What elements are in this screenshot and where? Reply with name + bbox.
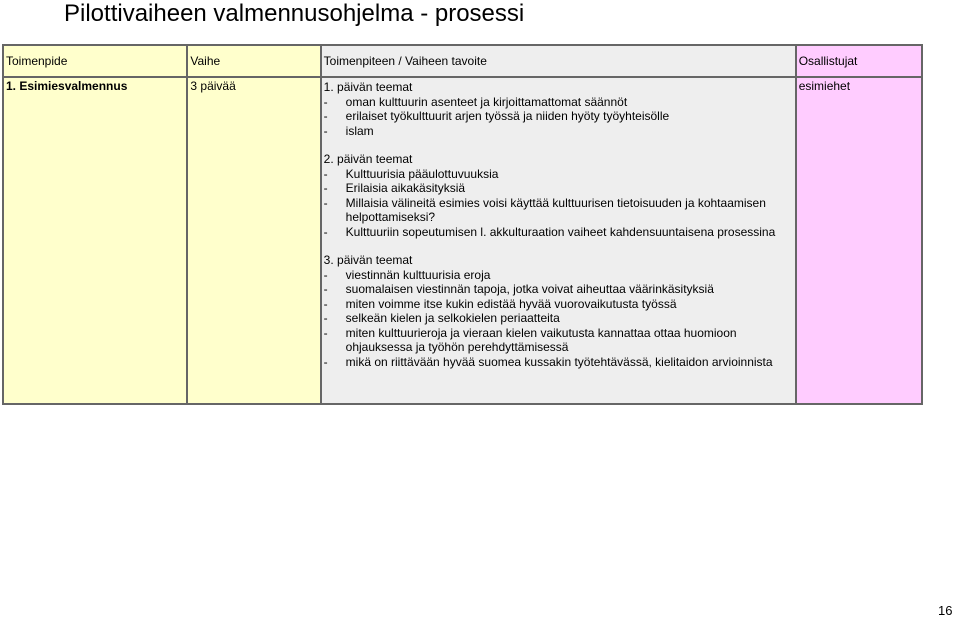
header-cell-phase [187, 45, 320, 77]
day-block-3 [324, 253, 793, 369]
header-cell-goal [321, 45, 796, 77]
dash-bullet: - [323, 296, 328, 311]
list-item [324, 196, 793, 225]
list-item [324, 297, 793, 312]
header-participants-label: Osallistujat [798, 54, 858, 68]
list-item-text: mikä on riittävään hyvää suomea kussakin työtehtävässä, kielitaidon arvioinnista [345, 354, 773, 369]
list-item-text: viestinnän kulttuurisia eroja [345, 267, 491, 282]
list-item [324, 311, 793, 326]
dash-bullet: - [323, 94, 328, 109]
dash-bullet: - [323, 354, 328, 369]
header-measure-label: Toimenpide [6, 54, 68, 68]
phase-value: 3 päivää [190, 79, 236, 93]
page-number: 16 [938, 603, 953, 618]
list-item [324, 268, 793, 283]
day-title: 1. päivän teemat [323, 80, 413, 94]
list-item-text: erilaiset työkulttuurit arjen työssä ja niiden hyöty työyhteisölle [345, 109, 670, 123]
dash-bullet: - [323, 282, 328, 296]
dash-bullet: - [323, 311, 328, 325]
dash-bullet: - [323, 267, 328, 282]
list-item [324, 326, 793, 355]
dash-bullet: - [323, 325, 328, 340]
dash-bullet: - [323, 181, 328, 195]
goal-cell [321, 77, 796, 404]
list-item-text: miten kulttuurieroja ja vieraan kielen vaikutusta kannattaa ottaa huomioon ohjauksessa ja työhön perehdyttämisessä [345, 325, 737, 354]
measure-value: 1. Esimiesvalmennus [6, 79, 128, 93]
day-topics [322, 78, 795, 369]
table-header-row [3, 45, 922, 77]
phase-cell [187, 77, 320, 404]
list-item [324, 109, 793, 124]
list-item [324, 95, 793, 110]
list-item-text: oman kulttuurin asenteet ja kirjoittamattomat säännöt [345, 94, 628, 109]
header-cell-participants [796, 45, 922, 77]
dash-bullet: - [323, 123, 328, 138]
day-block-2 [324, 152, 793, 239]
list-item-text: islam [345, 123, 374, 138]
header-cell-measure [3, 45, 187, 77]
dash-bullet: - [323, 224, 328, 239]
program-table [2, 44, 923, 405]
table-row [3, 77, 922, 404]
day-block-1 [324, 80, 793, 138]
list-item-text: miten voimme itse kukin edistää hyvää vuorovaikutusta työssä [345, 296, 677, 311]
dash-bullet: - [323, 166, 328, 181]
header-phase-label: Vaihe [190, 54, 221, 68]
day-title: 3. päivän teemat [323, 253, 413, 267]
list-item [324, 167, 793, 182]
list-item-text: Millaisia välineitä esimies voisi käyttää kulttuurisen tietoisuuden ja kohtaamisen helpottamiseksi? [345, 195, 766, 224]
participants-value: esimiehet [798, 79, 851, 93]
list-item [324, 282, 793, 297]
measure-cell [3, 77, 187, 404]
list-item-text: Kulttuurisia pääulottuvuuksia [345, 166, 499, 181]
list-item-text: Kulttuuriin sopeutumisen l. akkulturaation vaiheet kahdensuuntaisena prosessina [345, 224, 776, 239]
list-item [324, 181, 793, 196]
list-item-text: selkeän kielen ja selkokielen periaatteita [345, 311, 560, 325]
list-item-text: suomalaisen viestinnän tapoja, jotka voivat aiheuttaa väärinkäsityksiä [345, 282, 714, 296]
list-item [324, 355, 793, 370]
list-item [324, 124, 793, 139]
dash-bullet: - [323, 109, 328, 123]
list-item-text: Erilaisia aikakäsityksiä [345, 181, 466, 195]
day-title: 2. päivän teemat [323, 152, 413, 166]
dash-bullet: - [323, 195, 328, 210]
list-item [324, 225, 793, 240]
participants-cell [796, 77, 922, 404]
slide-title: Pilottivaiheen valmennusohjelma - prosessi [64, 0, 525, 27]
header-goal-label: Toimenpiteen / Vaiheen tavoite [323, 54, 487, 68]
